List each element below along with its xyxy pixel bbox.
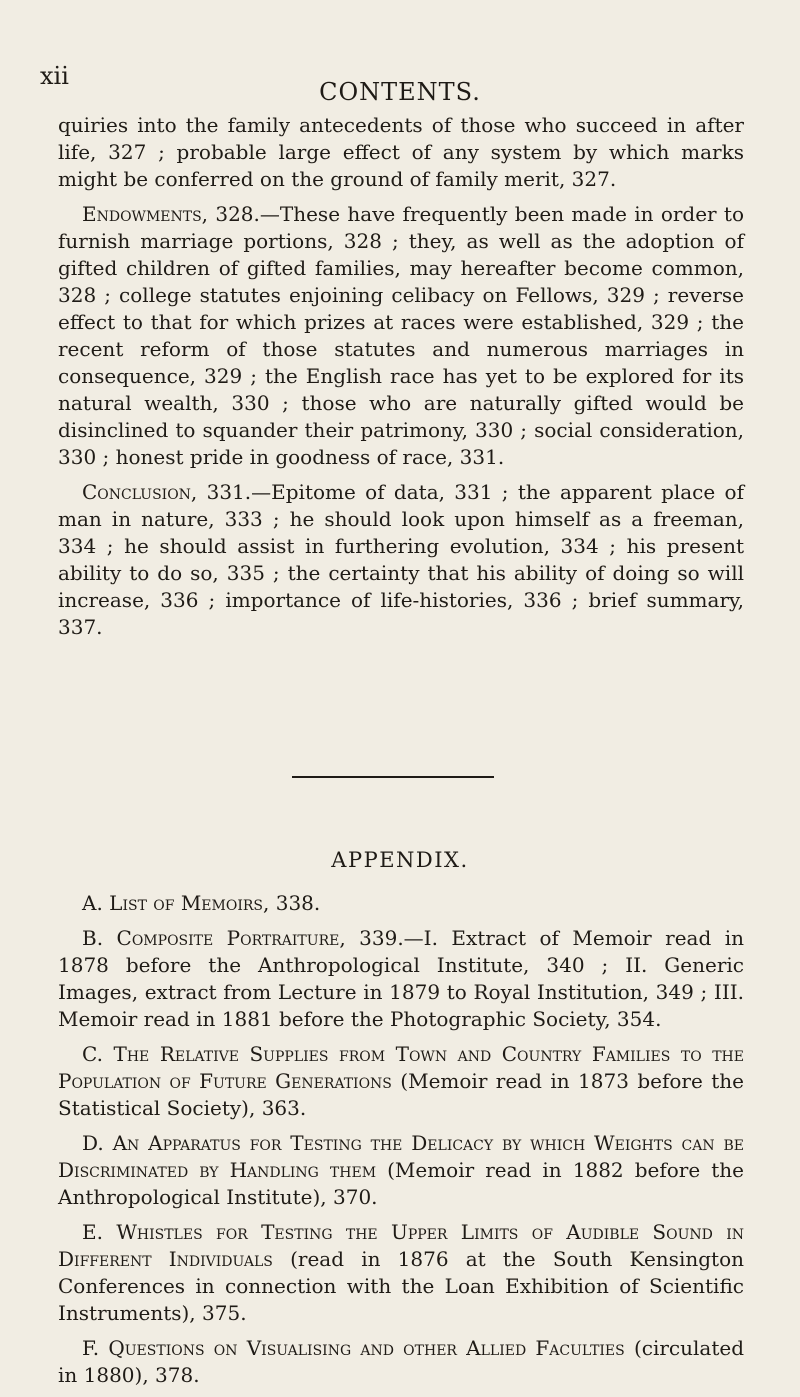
appendix-item-e — [58, 1219, 744, 1327]
contents-body — [58, 112, 744, 641]
page-header — [40, 62, 760, 106]
appendix-letter: B. — [82, 926, 104, 950]
appendix-title: The Relative Supplies from Town and Country Families to the Population of Future Generations — [58, 1042, 744, 1093]
section-text-conclusion: 331.—Epitome of data, 331 ; the apparent place of man in nature, 333 ; he should look upon himself as a freeman, 334 ; he should assist in furthering evolution, 334 ; his present ability to do so, 335 ; the certainty that his ability of doing so will increase, 336 ; importance of life-histories, 336 ; brief summary, 337. — [58, 480, 744, 639]
appendix-item-b — [58, 925, 744, 1033]
page-number: xii — [40, 62, 69, 90]
section-divider — [292, 776, 494, 778]
appendix-item-a — [58, 890, 744, 917]
appendix-letter: E. — [82, 1220, 103, 1244]
appendix-title: List of Memoirs, — [109, 891, 270, 915]
appendix-text: (circulated in 1880), 378. — [58, 1336, 745, 1387]
section-title-endowments: Endowments, — [82, 202, 209, 226]
appendix-letter: F. — [82, 1336, 100, 1360]
appendix-letter: D. — [82, 1131, 104, 1155]
appendix-text: (Memoir read in 1873 before the Statistical Society), 363. — [58, 1069, 744, 1120]
appendix-title: Whistles for Testing the Upper Limits of Audible Sound in Different Individuals — [58, 1220, 745, 1271]
appendix-letter: C. — [82, 1042, 103, 1066]
appendix-list — [58, 890, 744, 1397]
section-text-endowments: 328.—These have frequently been made in order to furnish marriage portions, 328 ; they, as well as the adoption of gifted children of gifted families, may hereafter become common, 328 ; college statutes enjoining celibacy on Fellows, 329 ; reverse effect to that for which prizes at races were established, 329 ; the recent reform of those statutes and numerous marriages in consequence, 329 ; the English race has yet to be explored for its natural wealth, 330 ; those who are naturally gifted would be disinclined to squander their patrimony, 330 ; social consideration, 330 ; honest pride in goodness of race, 331. — [58, 202, 744, 469]
appendix-title: Questions on Visualising and other Allied Faculties — [108, 1336, 625, 1360]
appendix-item-f — [58, 1335, 744, 1389]
appendix-item-c — [58, 1041, 744, 1122]
appendix-text: 338. — [269, 891, 321, 915]
appendix-text: 339.—I. Extract of Memoir read in 1878 before the Anthropological Institute, 340 ; II. Generic Images, extract from Lecture in 1879 to Royal Institution, 349 ; III. Memoir read in 1881 before the Photographic Society, 354. — [58, 926, 744, 1031]
appendix-title: An Apparatus for Testing the Delicacy by which Weights can be Discriminated by Handling them — [58, 1131, 745, 1182]
appendix-text: (read in 1876 at the South Kensington Conferences in connection with the Loan Exhibition of Scientific Instruments), 375. — [58, 1247, 744, 1325]
running-head: CONTENTS. — [319, 78, 481, 106]
paragraph-conclusion — [58, 479, 744, 641]
appendix-item-d — [58, 1130, 744, 1211]
appendix-heading: APPENDIX. — [331, 848, 469, 872]
section-title-conclusion: Conclusion, — [82, 480, 198, 504]
appendix-letter: A. — [82, 891, 103, 915]
appendix-title: Composite Portraiture, — [116, 926, 346, 950]
paragraph-endowments — [58, 201, 744, 471]
appendix-text: (Memoir read in 1882 before the Anthropological Institute), 370. — [58, 1158, 744, 1209]
paragraph-continuation: quiries into the family antecedents of those who succeed in after life, 327 ; probable large effect of any system by which marks might be conferred on the ground of family merit, 327. — [58, 113, 744, 191]
